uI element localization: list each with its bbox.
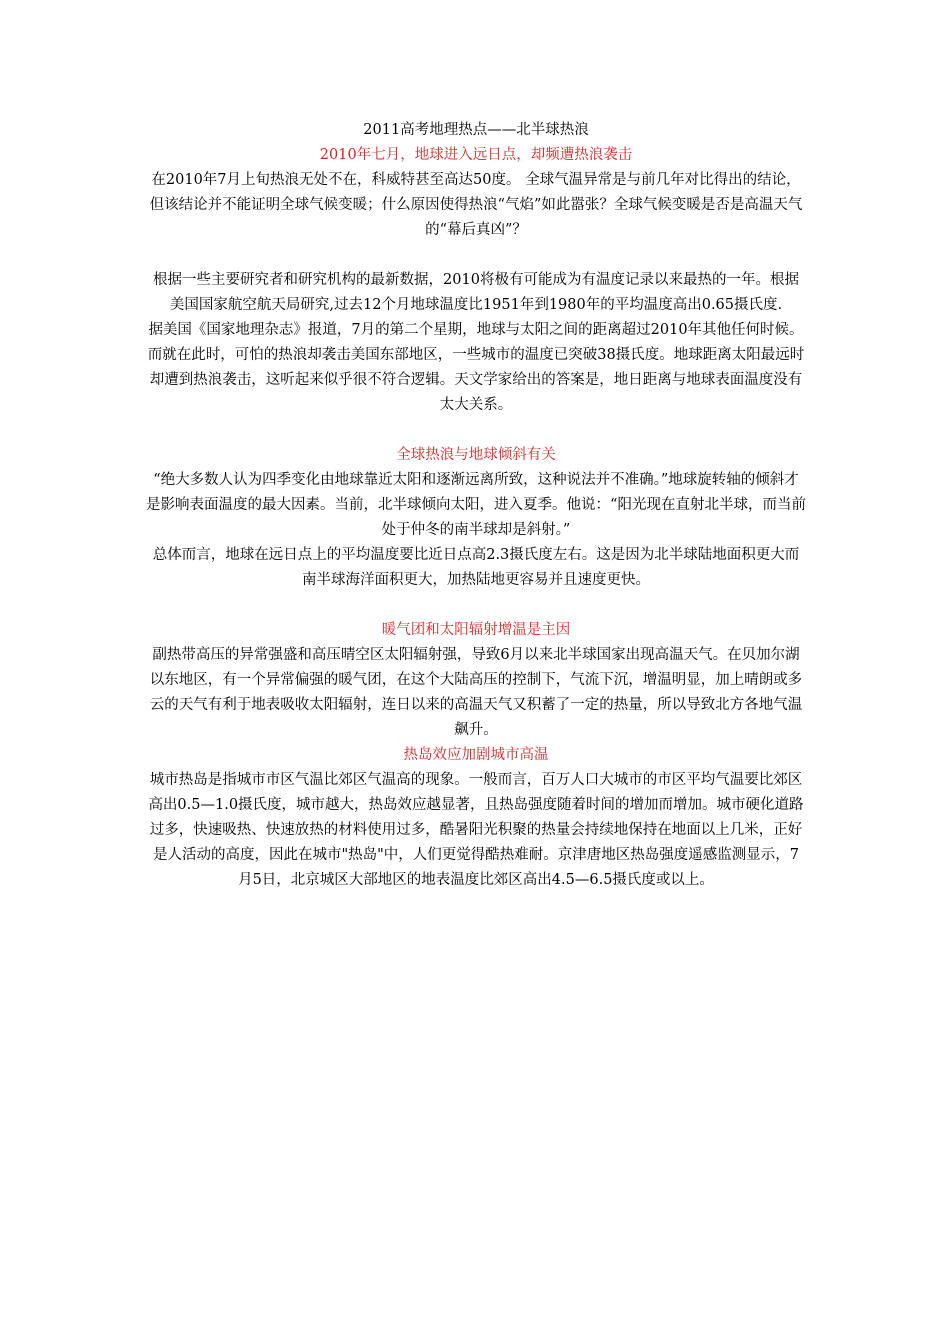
document-title: 2011高考地理热点——北半球热浪 [363,122,589,138]
paragraph-aphelion-temperature: 总体而言，地球在远日点上的平均温度要比近日点高2.3摄氏度左右。这是因为北半球陆地面积更大而南半球海洋面积更大，加热陆地更容易并且速度更快。 [152,547,800,588]
section-heading-earth-tilt: 全球热浪与地球倾斜有关 [396,447,556,463]
section-spacer [146,593,806,618]
document-page [146,118,806,893]
paragraph-spacer [146,243,806,268]
paragraph-subtropical-high: 副热带高压的异常强盛和高压晴空区太阳辐射强，导致6月以来北半球国家出现高温天气。在贝加尔湖以东地区，有一个异常偏强的暖气团，在这个大陆高压的控制下，气流下沉，增温明显，加上晴朗或多云的天气有利于地表吸收太阳辐射，连日以来的高温天气又积蓄了一定的热量，所以导致北方各地气温飙升。 [149,647,803,738]
section-heading-warm-air-mass: 暖气团和太阳辐射增温是主因 [381,622,571,638]
paragraph-urban-heat-island: 城市热岛是指城市市区气温比郊区气温高的现象。一般而言，百万人口大城市的市区平均气温要比郊区高出0.5—1.0摄氏度，城市越大，热岛效应越显著，且热岛强度随着时间的增加而增加。城市硬化道路过多，快速吸热、快速放热的材料使用过多，酷暑阳光积聚的热量会持续地保持在地面以上几米，正好是人活动的高度，因此在城市"热岛"中，人们更觉得酷热难耐。京津唐地区热岛强度遥感监测显示，7月5日，北京城区大部地区的地表温度比郊区高出4.5—6.5摄氏度或以上。 [148,772,804,888]
paragraph-axis-tilt: “绝大多数人认为四季变化由地球靠近太阳和逐渐远离所致，这种说法并不准确。”地球旋转轴的倾斜才是影响表面温度的最大因素。当前，北半球倾向太阳，进入夏季。他说：“阳光现在直射北半球，而当前处于仲冬的南半球却是斜射。” [146,472,806,538]
paragraph-hottest-year: 根据一些主要研究者和研究机构的最新数据，2010将极有可能成为有温度记录以来最热的一年。根据美国国家航空航天局研究,过去12个月地球温度比1951年到1980年的平均温度高出0.65摄氏度. [153,272,799,313]
paragraph-national-geographic: 据美国《国家地理杂志》报道，7月的第二个星期，地球与太阳之间的距离超过2010年其他任何时候。而就在此时，可怕的热浪却袭击美国东部地区，一些城市的温度已突破38摄氏度。地球距离太阳最远时却遭到热浪袭击，这听起来似乎很不符合逻辑。天文学家给出的答案是，地日距离与地球表面温度没有太大关系。 [147,322,805,413]
paragraph-heatwave-intro: 在2010年7月上旬热浪无处不在，科威特甚至高达50度。 全球气温异常是与前几年对比得出的结论，但该结论并不能证明全球气候变暖；什么原因使得热浪“气焰”如此嚣张？全球气候变暖是否是高温天气的“幕后真凶”？ [149,172,803,238]
section-heading-heat-island: 热岛效应加剧城市高温 [403,747,549,763]
section-heading-remote-point: 2010年七月，地球进入远日点，却频遭热浪袭击 [319,147,633,163]
section-spacer [146,418,806,443]
